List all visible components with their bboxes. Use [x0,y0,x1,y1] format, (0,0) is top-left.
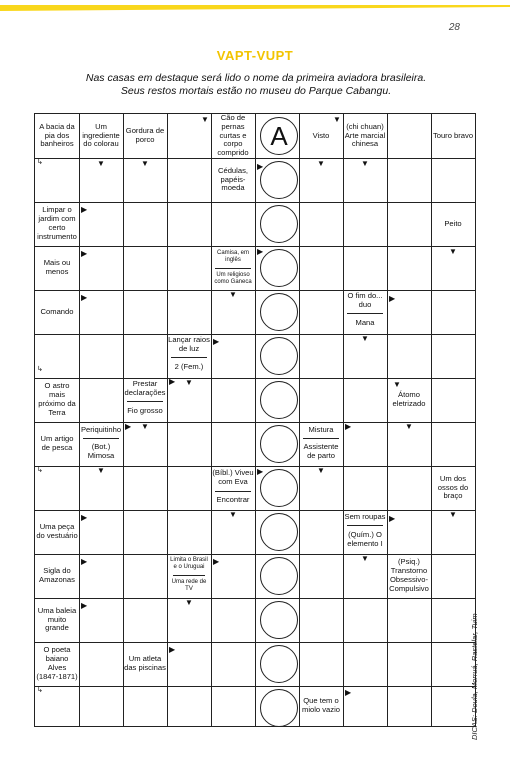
arrow-down-icon: ▼ [405,422,413,431]
arrow-right-icon: ▶ [81,513,88,522]
clue-r4c0: Comando [40,306,74,316]
highlight-cell[interactable] [260,293,298,331]
arrow-right-icon: ▶ [257,162,264,171]
arrow-down-icon: ▼ [185,598,193,607]
grid-line [35,598,475,599]
clue-r10c8: (Psiq.) Transtorno Obsessivo-Compulsivo [389,557,429,593]
clue-r9c7b: (Quím.) O elemento I [347,530,383,548]
arrow-right-icon: ▶ [257,247,264,256]
page-number: 28 [448,22,460,33]
clue-r0c9: Touro bravo [432,130,474,140]
highlight-cell[interactable] [260,513,298,551]
arrow-right-icon: ↳ [37,159,43,166]
grid-line [167,114,168,726]
arrow-down-icon: ▼ [185,378,193,387]
arrow-down-icon: ▼ [229,290,237,299]
arrow-down-icon: ▼ [141,159,149,168]
clue-r8c4a: (Bíbl.) Viveu com Eva [212,468,254,486]
arrow-down-icon: ▼ [141,422,149,431]
clue-r3c4b: Um religioso como Ganeca [214,272,252,285]
clue-r8c9: Um dos ossos do braço [437,473,469,501]
subtitle-line-1: Nas casas em destaque será lido o nome da primeira aviadora brasileira. [85,72,427,84]
arrow-right-icon: ▶ [81,557,88,566]
crossword-grid [34,113,476,727]
clue-r3c0: Mais ou menos [43,258,71,276]
arrow-down-icon: ▼ [201,115,209,124]
clue-r0c0: A bacia da pia dos banheiros [39,121,75,149]
highlight-cell[interactable] [260,425,298,463]
arrow-right-icon: ▶ [345,422,352,431]
highlight-cell[interactable] [260,469,298,507]
clue-r6c2a: Prestar declarações [124,379,166,397]
arrow-right-icon: ▶ [169,377,176,386]
clue-r4c7b: Mana [355,317,375,327]
highlight-cell[interactable] [260,557,298,595]
grid-line [35,246,475,247]
grid-line [211,114,212,726]
grid-line [35,686,475,687]
arrow-down-icon: ▼ [361,159,369,168]
clue-r9c7a: Sem roupas [344,511,386,521]
arrow-right-icon: ↳ [37,366,43,373]
grid-line [35,334,475,335]
clue-r2c0: Limpar o jardim com certo instrumento [37,205,77,241]
highlight-cell[interactable] [260,601,298,639]
clue-r6c2b: Fio grosso [127,405,163,415]
arrow-right-icon: ▶ [81,293,88,302]
arrow-down-icon: ▼ [361,334,369,343]
clue-r1c4: Cédulas, papéis-moeda [218,165,248,193]
clue-r0c6: Visto [312,130,330,140]
arrow-right-icon: ▶ [81,601,88,610]
arrow-down-icon: ▼ [333,115,341,124]
tips-text: DICAS: Doula, Morruá, Rastelar, Tuim [470,613,479,740]
arrow-right-icon: ▶ [345,688,352,697]
subtitle-line-2: Seus restos mortais estão no museu do Parque Cabangu. [120,85,392,97]
arrow-right-icon: ▶ [81,249,88,258]
arrow-down-icon: ▼ [317,159,325,168]
clue-r5c3b: 2 (Fem.) [174,361,204,371]
clue-r3c4a: Camisa, em inglês [216,250,249,263]
clue-r7c6a: Mistura [308,424,334,434]
clue-r8c4b: Encontrar [216,494,250,504]
clue-r5c3a: Lançar raios de luz [168,335,210,353]
highlight-cell[interactable] [260,337,298,375]
highlight-cell[interactable] [260,689,298,727]
clue-r11c0: Uma baleia muito grande [37,605,77,633]
arrow-down-icon: ▼ [393,380,401,389]
highlight-cell[interactable] [260,205,298,243]
clue-r0c1: Um ingrediente do colorau [82,121,120,149]
clue-r6c8: Átomo eletrizado [392,390,426,408]
accent-bar [0,0,510,8]
clue-r0c7: (chi chuan) Arte marcial chinesa [344,121,386,149]
grid-line [35,290,475,291]
highlight-cell[interactable] [260,249,298,287]
arrow-down-icon: ▼ [361,554,369,563]
clue-r12c0: O poeta baiano Alves (1847-1871) [36,645,78,681]
highlight-cell[interactable] [260,161,298,199]
arrow-right-icon: ▶ [257,467,264,476]
arrow-down-icon: ▼ [97,159,105,168]
arrow-down-icon: ▼ [97,466,105,475]
clue-r9c0: Uma peça do vestuário [36,522,78,540]
grid-line [35,642,475,643]
clue-r12c2: Um atleta das piscinas [124,654,166,672]
arrow-down-icon: ▼ [449,247,457,256]
arrow-right-icon: ↳ [37,687,43,694]
given-letter: A [270,121,288,151]
clue-r7c0: Um artigo de pesca [40,434,74,452]
grid-line [35,510,475,511]
highlight-cell[interactable] [260,645,298,683]
grid-line [35,202,475,203]
clue-r2c9: Peito [444,218,462,228]
arrow-right-icon: ▶ [81,205,88,214]
arrow-down-icon: ▼ [229,510,237,519]
arrow-right-icon: ▶ [389,294,396,303]
clue-r13c6: Que tem o miolo vazio [302,696,340,714]
clue-r4c7a: O fim do... duo [347,291,383,309]
grid-line [79,114,80,726]
clue-r0c2: Gordura de porco [125,126,165,144]
clue-r10c3b: Uma rede de TV [171,579,207,592]
highlight-cell[interactable] [260,381,298,419]
arrow-right-icon: ▶ [213,557,220,566]
clue-r10c3a: Limita o Brasil e o Uruguai [170,557,208,570]
clue-r7c6b: Assistente de parto [303,442,339,460]
arrow-right-icon: ▶ [125,422,132,431]
puzzle-subtitle [60,72,452,98]
clue-r10c0: Sigla do Amazonas [39,566,75,584]
arrow-down-icon: ▼ [317,466,325,475]
arrow-right-icon: ▶ [389,514,396,523]
clue-r0c4: Cão de pernas curtas e corpo comprido [217,114,249,158]
arrow-right-icon: ▶ [213,337,220,346]
arrow-down-icon: ▼ [449,510,457,519]
arrow-right-icon: ▶ [169,645,176,654]
grid-line [343,114,344,726]
clue-r7c1b: (Bot.) Mimosa [87,442,115,460]
grid-line [299,114,300,726]
clue-r6c0: O astro mais próximo da Terra [38,381,76,417]
arrow-right-icon: ↳ [37,467,43,474]
puzzle-title: VAPT-VUPT [216,48,294,63]
grid-line [255,114,256,726]
clue-r7c1a: Periquitinho [80,424,122,434]
